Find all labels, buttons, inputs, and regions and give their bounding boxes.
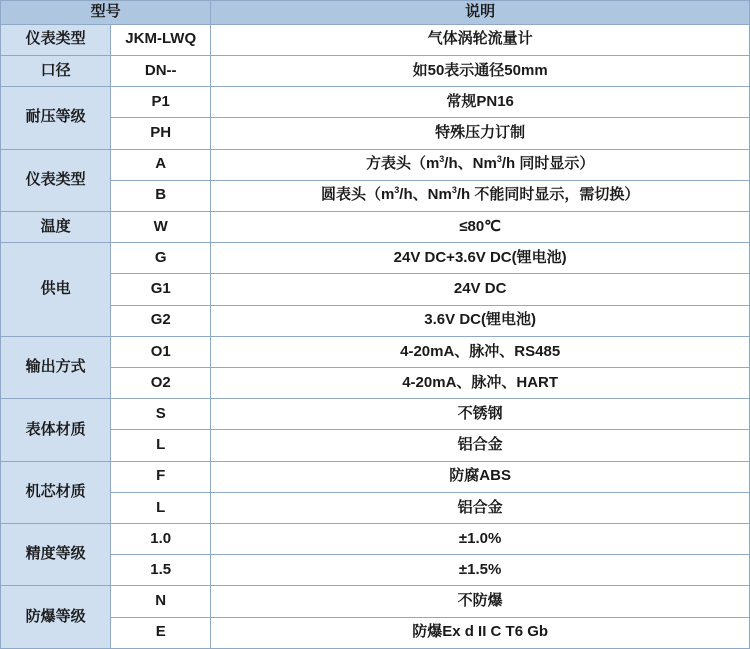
table-row [1, 211, 750, 242]
row-label-cell: 机芯材质 [1, 461, 111, 523]
row-description-cell: 方表头（$m^3/h$、Nm$^3$/h 同时显示） [211, 149, 750, 180]
table-row [1, 492, 750, 523]
table-row [1, 555, 750, 586]
table-header-row [1, 1, 750, 25]
table-row [1, 24, 750, 55]
table-row [1, 617, 750, 648]
row-label-cell: 输出方式 [1, 336, 111, 398]
row-description-cell: ±1.0% [211, 524, 750, 555]
row-description-cell: 4-20mA、脉冲、RS485 [211, 336, 750, 367]
header-description: 说明 [211, 1, 750, 25]
row-description-cell: 常规PN16 [211, 87, 750, 118]
row-label-cell: 防爆等级 [1, 586, 111, 649]
table-row [1, 305, 750, 336]
row-description-cell: ≤80℃ [211, 211, 750, 242]
row-code-cell: P1 [111, 87, 211, 118]
row-description-cell: 圆表头（$m^3/h$、Nm$^3$/h 不能同时显示，需切换） [211, 180, 750, 211]
row-description-cell: 防腐ABS [211, 461, 750, 492]
row-label-cell: 口径 [1, 55, 111, 86]
table-body [1, 24, 750, 648]
row-description-cell: ±1.5% [211, 555, 750, 586]
row-code-cell: O1 [111, 336, 211, 367]
row-label-cell: 温度 [1, 211, 111, 242]
row-code-cell: JKM-LWQ [111, 24, 211, 55]
table-row [1, 399, 750, 430]
row-code-cell: E [111, 617, 211, 648]
row-code-cell: O2 [111, 367, 211, 398]
row-description-cell: 气体涡轮流量计 [211, 24, 750, 55]
row-description-cell: 特殊压力订制 [211, 118, 750, 149]
row-code-cell: PH [111, 118, 211, 149]
row-code-cell: F [111, 461, 211, 492]
table-row [1, 274, 750, 305]
row-description-cell: 不锈钢 [211, 399, 750, 430]
row-description-cell: 如50表示通径50mm [211, 55, 750, 86]
row-code-cell: W [111, 211, 211, 242]
table-row [1, 461, 750, 492]
table-row [1, 243, 750, 274]
row-label-cell: 仪表类型 [1, 149, 111, 211]
table-header [1, 1, 750, 25]
row-description-cell: 铝合金 [211, 430, 750, 461]
row-description-cell: 4-20mA、脉冲、HART [211, 367, 750, 398]
table-row [1, 118, 750, 149]
row-code-cell: G [111, 243, 211, 274]
row-code-cell: G2 [111, 305, 211, 336]
table-row [1, 87, 750, 118]
row-description-cell: 铝合金 [211, 492, 750, 523]
row-description-cell: 24V DC [211, 274, 750, 305]
row-code-cell: A [111, 149, 211, 180]
row-code-cell: 1.0 [111, 524, 211, 555]
row-label-cell: 表体材质 [1, 399, 111, 461]
table-row [1, 367, 750, 398]
row-description-cell: 3.6V DC(锂电池) [211, 305, 750, 336]
table-row [1, 180, 750, 211]
row-description-cell: 防爆Ex d II C T6 Gb [211, 617, 750, 648]
header-model: 型号 [1, 1, 211, 25]
row-code-cell: L [111, 430, 211, 461]
row-label-cell: 精度等级 [1, 524, 111, 586]
row-code-cell: N [111, 586, 211, 617]
table-row [1, 586, 750, 617]
table-row [1, 149, 750, 180]
row-code-cell: L [111, 492, 211, 523]
row-label-cell: 耐压等级 [1, 87, 111, 149]
row-code-cell: G1 [111, 274, 211, 305]
row-label-cell: 仪表类型 [1, 24, 111, 55]
row-description-cell: 24V DC+3.6V DC(锂电池) [211, 243, 750, 274]
row-code-cell: S [111, 399, 211, 430]
table-row [1, 430, 750, 461]
row-code-cell: 1.5 [111, 555, 211, 586]
row-label-cell: 供电 [1, 243, 111, 337]
table-row [1, 336, 750, 367]
table-row [1, 524, 750, 555]
row-description-cell: 不防爆 [211, 586, 750, 617]
row-code-cell: B [111, 180, 211, 211]
row-code-cell: DN-- [111, 55, 211, 86]
table-row [1, 55, 750, 86]
